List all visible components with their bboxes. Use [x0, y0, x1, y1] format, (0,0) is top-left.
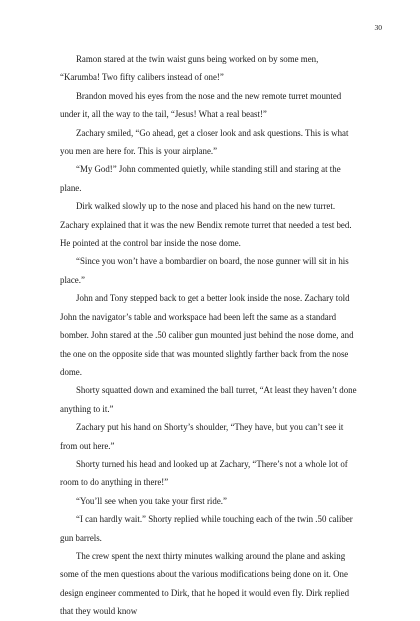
- paragraph-7: John and Tony stepped back to get a better look inside the nose. Zachary told John the navigator’s table and workspace had been left the same as a standard bomber. John stared at the .50 caliber gun mounted just behind the nose dome, and the one on the opposite side that was mounted slightly farther back from the nose dome.: [60, 293, 354, 377]
- body-text: [60, 50, 360, 621]
- paragraph-11: “You’ll see when you take your first ride.”: [76, 495, 227, 506]
- page-number: 30: [374, 23, 382, 32]
- paragraph-4: “My God!” John commented quietly, while standing still and staring at the plane.: [60, 164, 341, 193]
- paragraph-9: Zachary put his hand on Shorty’s shoulder, “They have, but you can’t see it from out here.”: [60, 422, 344, 451]
- paragraph-2: Brandon moved his eyes from the nose and the new remote turret mounted under it, all the way to the tail, “Jesus! What a real beast!”: [60, 90, 342, 120]
- paragraph-13: The crew spent the next thirty minutes walking around the plane and asking some of the men questions about the various modifications being done on it. One design engineer commented to Dirk, that he hoped it would even fly. Dirk replied that they would know: [60, 550, 350, 617]
- paragraph-1: Ramon stared at the twin waist guns being worked on by some men, “Karumba! Two fifty calibers instead of one!”: [60, 54, 319, 83]
- paragraph-10: Shorty turned his head and looked up at Zachary, “There’s not a whole lot of room to do anything in there!”: [60, 458, 348, 488]
- paragraph-8: Shorty squatted down and examined the ball turret, “At least they haven’t done anything to it.”: [60, 385, 357, 414]
- paragraph-12: “I can hardly wait.” Shorty replied while touching each of the twin .50 caliber gun barrels.: [60, 514, 353, 543]
- paragraph-6: “Since you won’t have a bombardier on board, the nose gunner will sit in his place.”: [60, 256, 349, 285]
- paragraph-3: Zachary smiled, “Go ahead, get a closer look and ask questions. This is what you men are here for. This is your airplane.”: [60, 127, 349, 157]
- paragraph-5: Dirk walked slowly up to the nose and placed his hand on the new turret. Zachary explained that it was the new Bendix remote turret that needed a test bed. He pointed at the control bar inside the nose dome.: [60, 201, 352, 249]
